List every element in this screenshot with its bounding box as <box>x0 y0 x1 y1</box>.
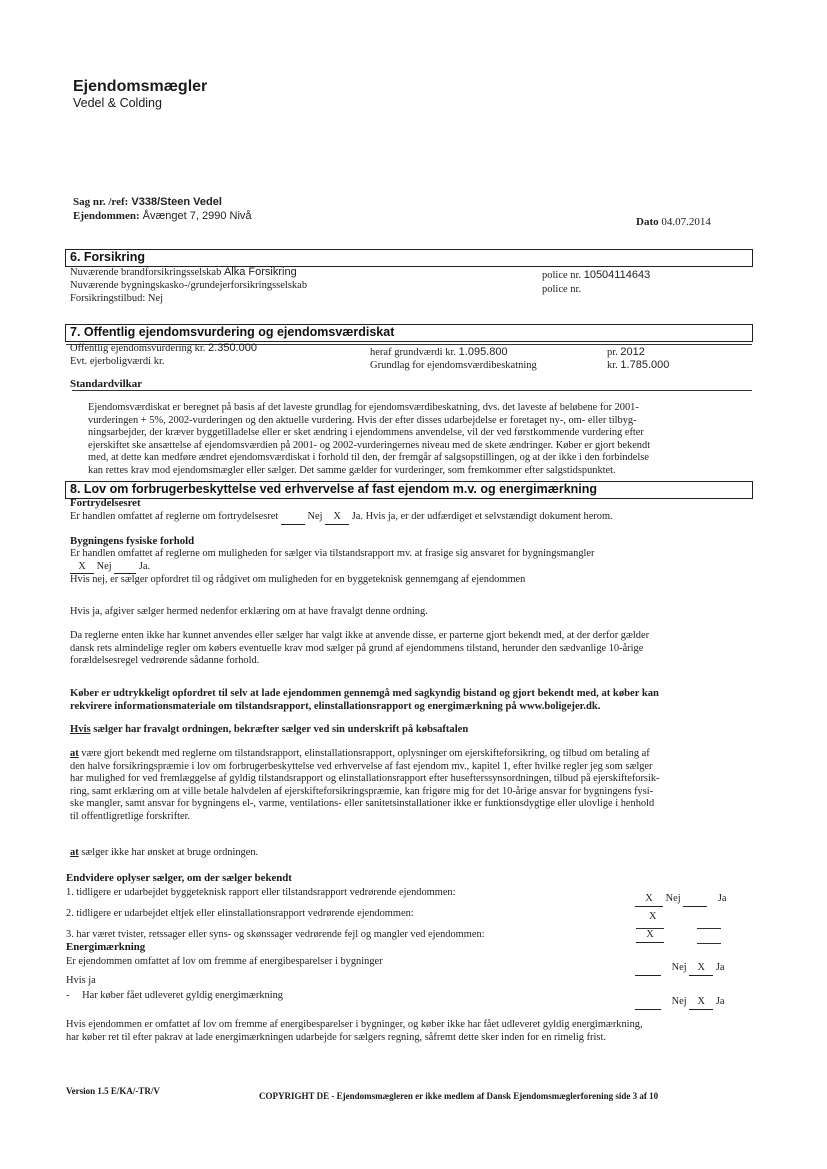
question-3: 3. har været tvister, retssager eller syns- og skønssager vedrørende fejl og mangler ved ejendommen: <box>66 929 485 940</box>
date <box>636 216 711 230</box>
final-line: Hvis ejendommen er omfattet af lov om fremme af energibesparelser i bygninger, og køber ikke har fået udleveret gyldig energimærkning, <box>66 1019 643 1030</box>
tax-basis-kr-label: kr. <box>607 360 618 371</box>
declaration-line <box>70 748 770 761</box>
energy-if-yes: Hvis ja <box>66 975 96 986</box>
q2-answer: X <box>649 911 657 922</box>
year-value: 2012 <box>620 346 645 358</box>
q1-nej-label: Nej <box>665 893 681 904</box>
page-title: Ejendomsmægler <box>73 78 208 95</box>
section-7-title: 7. Offentlig ejendomsvurdering og ejendomsværdiskat <box>70 325 395 339</box>
q1-ja-label: Ja <box>717 893 727 904</box>
property-address <box>73 210 252 224</box>
police-2-label: police nr. <box>542 284 582 295</box>
footer-version: Version 1.5 E/KA/-TR/V <box>66 1086 160 1096</box>
building-if-no: Hvis nej, er sælger opfordret til og rådgivet om muligheden for en byggeteknisk gennemgang af ejendommen <box>70 574 526 586</box>
buyer-advice-line: rekvirere informationsmateriale om tilstandsrapport, elinstallationsrapport og energimærkning på www.boligejer.dk. <box>70 700 601 712</box>
standard-terms-text <box>88 402 748 478</box>
valuation-value: 2.350.000 <box>208 342 257 354</box>
insurance-offer: Forsikringstilbud: Nej <box>70 293 164 304</box>
declaration-line: den halve forsikringspræmie i lov om forbrugerbeskyttelse ved erhvervelse af fast ejendom mv., kapitel 1, efter hvilke regler jeg som sælger <box>70 760 653 772</box>
energy-question: Er ejendommen omfattet af lov om fremme af energibesparelser i bygninger <box>66 956 383 967</box>
seller-opt-out-heading <box>70 724 770 737</box>
building-insurance-label: Nuværende bygningskasko-/grundejerforsikringsselskab <box>70 280 308 291</box>
further-info-title: Endvidere oplyser sælger, om der sælger bekendt <box>66 872 292 884</box>
case-value: V338/Steen Vedel <box>131 196 222 208</box>
q3-answer <box>636 929 664 943</box>
declaration-line: ring, samt erklæring om at ville betale halvdelen af ejerskifteforsikringspræmie, kan frigøre mig for det 10-årige ansvar for bygningens fysi- <box>70 785 654 797</box>
building-condition-title: Bygningens fysiske forhold <box>70 535 195 547</box>
at-underlined: at <box>70 748 79 759</box>
q1-answers <box>635 893 745 907</box>
footer-copyright: COPYRIGHT DE - Ejendomsmægleren er ikke medlem af Dansk Ejendomsmæglerforening side 3 af 10 <box>259 1091 659 1101</box>
energy-label-title: Energimærkning <box>66 941 146 953</box>
tax-basis-value: 1.785.000 <box>620 359 670 371</box>
fire-insurance-label: Nuværende brandforsikringsselskab <box>70 267 222 278</box>
fire-insurance-value: Alka Forsikring <box>223 266 297 278</box>
building-answers <box>70 561 770 575</box>
valuation-label: Offentlig ejendomsvurdering kr. <box>70 343 206 354</box>
withdrawal-answer-text: Ja. Hvis ja, er der udfærdiget et selvstændigt dokument herom. <box>351 511 613 522</box>
withdrawal-question: Er handlen omfattet af reglerne om fortrydelsesret <box>70 511 279 522</box>
rules-line: Da reglerne enten ikke har kunnet anvendes eller sælger har valgt ikke at anvende disse, er parterne gjort bekendt med, at der derfor gælder <box>70 630 650 641</box>
building-ja-blank <box>114 561 136 575</box>
at2-underlined: at <box>70 847 79 858</box>
received-ja-label: Ja <box>715 996 725 1007</box>
case-number <box>73 196 222 210</box>
energy-received-question: Har køber fået udleveret gyldig energimærkning <box>82 990 283 1001</box>
standard-terms-rule <box>72 390 752 391</box>
withdrawal-line <box>70 511 770 525</box>
energy-received-answers <box>635 996 745 1010</box>
owner-value-label: Evt. ejerboligværdi kr. <box>70 356 165 367</box>
property-value: Åvænget 7, 2990 Nivå <box>142 210 252 222</box>
received-x-mark: X <box>689 996 713 1010</box>
standard-line: ejerskiftet ske ansættelse af ejendomsværdien på 2001- og 2002-vurderingernes niveau med de skete ændringer. Køber er gjort bekendt <box>88 439 651 451</box>
standard-line: Ejendomsværdiskat er beregnet på basis af det laveste grundlag for ejendomsværdibeskatning, dvs. det laveste af beløbene for 2001- <box>88 402 639 413</box>
rules-line: forældelsesregel vedrørende sådanne forhold. <box>70 655 260 667</box>
building-nej-label: Nej <box>96 560 112 572</box>
standard-terms-title: Standardvilkar <box>70 378 143 390</box>
energy-received-row <box>66 990 283 1003</box>
land-value-row <box>370 346 508 360</box>
question-1: 1. tidligere er udarbejdet byggeteknisk rapport eller tilstandsrapport vedrørende ejendommen: <box>66 887 456 898</box>
q3-ja-top-line <box>697 928 721 929</box>
building-x-mark: X <box>70 561 94 575</box>
declaration-line: til offentligretlige forskrifter. <box>70 810 191 822</box>
valuation-row <box>70 342 257 356</box>
section-6-title: 6. Forsikring <box>70 250 146 264</box>
rules-line: dansk rets almindelige regler om købers eventuelle krav mod sælger på grund af ejendommens tilstand, herunder den sædvanlige 10-årige <box>70 642 644 654</box>
q1-x-mark: X <box>635 893 663 907</box>
police-1-value: 10504114643 <box>583 269 651 281</box>
declaration-line: har mulighed for ved fremlæggelse af gyldig tilstandsrapport og elinstallationsrapport efter husefterssynsordningen, tilbud på ejerskifteforsik- <box>70 773 660 785</box>
fire-insurance-row <box>70 266 297 280</box>
withdrawal-nej-mark: X <box>325 511 349 525</box>
page-subtitle: Vedel & Colding <box>73 96 162 110</box>
energy-x-mark: X <box>689 962 713 976</box>
q1-ja-blank <box>683 893 707 907</box>
energy-answers <box>635 962 745 976</box>
building-if-yes: Hvis ja, afgiver sælger hermed nedenfor erklæring om at have fravalgt denne ordning. <box>70 606 428 617</box>
property-label: Ejendommen: <box>73 210 140 222</box>
energy-final-text <box>66 1019 766 1044</box>
tax-basis-label: Grundlag for ejendomsværdibeskatning <box>370 360 537 371</box>
final-line: har køber ret til efter pakrav at lade energimærkningen udarbejde for sælgers regning, såfremt dette sker inden for en rimelig frist. <box>66 1031 606 1043</box>
seller-no-wish <box>70 847 770 860</box>
declaration-line-1: være gjort bekendt med reglerne om tilstandsrapport, elinstallationsrapport, oplysninger om ejerskifteforsikring, og tilbud om betaling af <box>78 748 650 759</box>
land-value-value: 1.095.800 <box>458 346 508 358</box>
standard-line: med, at dette kan medføre ændret ejendomsværdiskat i forhold til den, der fremgår af salgsopstillingen, og at der ikke i den forbindelse <box>88 452 649 464</box>
hvis-underlined: Hvis <box>70 724 91 735</box>
date-label: Dato <box>636 216 659 228</box>
received-ja-blank <box>635 996 661 1010</box>
withdrawal-ja-blank <box>281 511 305 525</box>
received-nej-label: Nej <box>671 996 687 1007</box>
energy-dash: - <box>66 990 70 1001</box>
standard-line: vurderingen + 5%, 2002-vurderingen og den aktuelle vurdering. Hvis der efter disses udarbejdelse er foretaget ny-, om- eller tilbyg- <box>88 414 637 426</box>
hvis-rest: sælger har fravalgt ordningen, bekræfter sælger ved sin underskrift på købsaftalen <box>90 724 469 735</box>
building-ja-label: Ja. <box>138 560 151 572</box>
building-rules-text <box>70 630 770 668</box>
q3-ja-line <box>697 943 721 944</box>
building-question: Er handlen omfattet af reglerne om muligheden for sælger via tilstandsrapport mv. at frasige sig ansvaret for bygningsmangler <box>70 548 595 559</box>
energy-ja-label: Ja <box>715 962 725 973</box>
q3-x-mark: X <box>636 929 664 943</box>
energy-ja-blank <box>635 962 661 976</box>
police-1 <box>542 269 650 283</box>
standard-line: kan rettes krav mod ejendomsmægler eller sælger. Det samme gælder for vurderinger, som fremkommer efter salgstidspunktet. <box>88 464 616 476</box>
energy-nej-label: Nej <box>671 962 687 973</box>
buyer-advice-line: Køber er udtrykkeligt opfordret til selv at lade ejendommen gennemgå med sagkyndig bistand og gjort bekendt med, at køber kan <box>70 688 659 699</box>
tax-basis-row <box>607 359 669 373</box>
land-value-label: heraf grundværdi kr. <box>370 347 457 358</box>
withdrawal-nej-label: Nej <box>307 511 323 522</box>
seller-declaration <box>70 748 770 824</box>
at2-rest: sælger ikke har ønsket at bruge ordningen. <box>78 847 259 858</box>
case-label: Sag nr. /ref: <box>73 196 129 208</box>
section-6-box <box>65 249 753 267</box>
standard-line: ningsarbejder, der kræver byggetilladelse eller er sket ændring i ejendommens anvendelse, vil der ved førstkommende vurdering efter <box>88 427 644 439</box>
question-2: 2. tidligere er udarbejdet eltjek eller elinstallationsrapport vedrørende ejendommen: <box>66 908 414 919</box>
building-condition-text <box>70 548 770 587</box>
section-8-title: 8. Lov om forbrugerbeskyttelse ved erhvervelse af fast ejendom m.v. og energimærkning <box>70 482 598 496</box>
buyer-advice-bold <box>70 688 770 713</box>
year-row <box>607 346 645 360</box>
date-value: 04.07.2014 <box>661 216 711 228</box>
police-1-label: police nr. <box>542 270 582 281</box>
withdrawal-title: Fortrydelsesret <box>70 497 141 509</box>
declaration-line: ske mangler, samt ansvar for bygningens el-, varme, ventilations- eller sanitetsinstallationer ikke er funktionsdygtige eller ulovlige i henhold <box>70 798 655 810</box>
year-label: pr. <box>607 347 618 358</box>
